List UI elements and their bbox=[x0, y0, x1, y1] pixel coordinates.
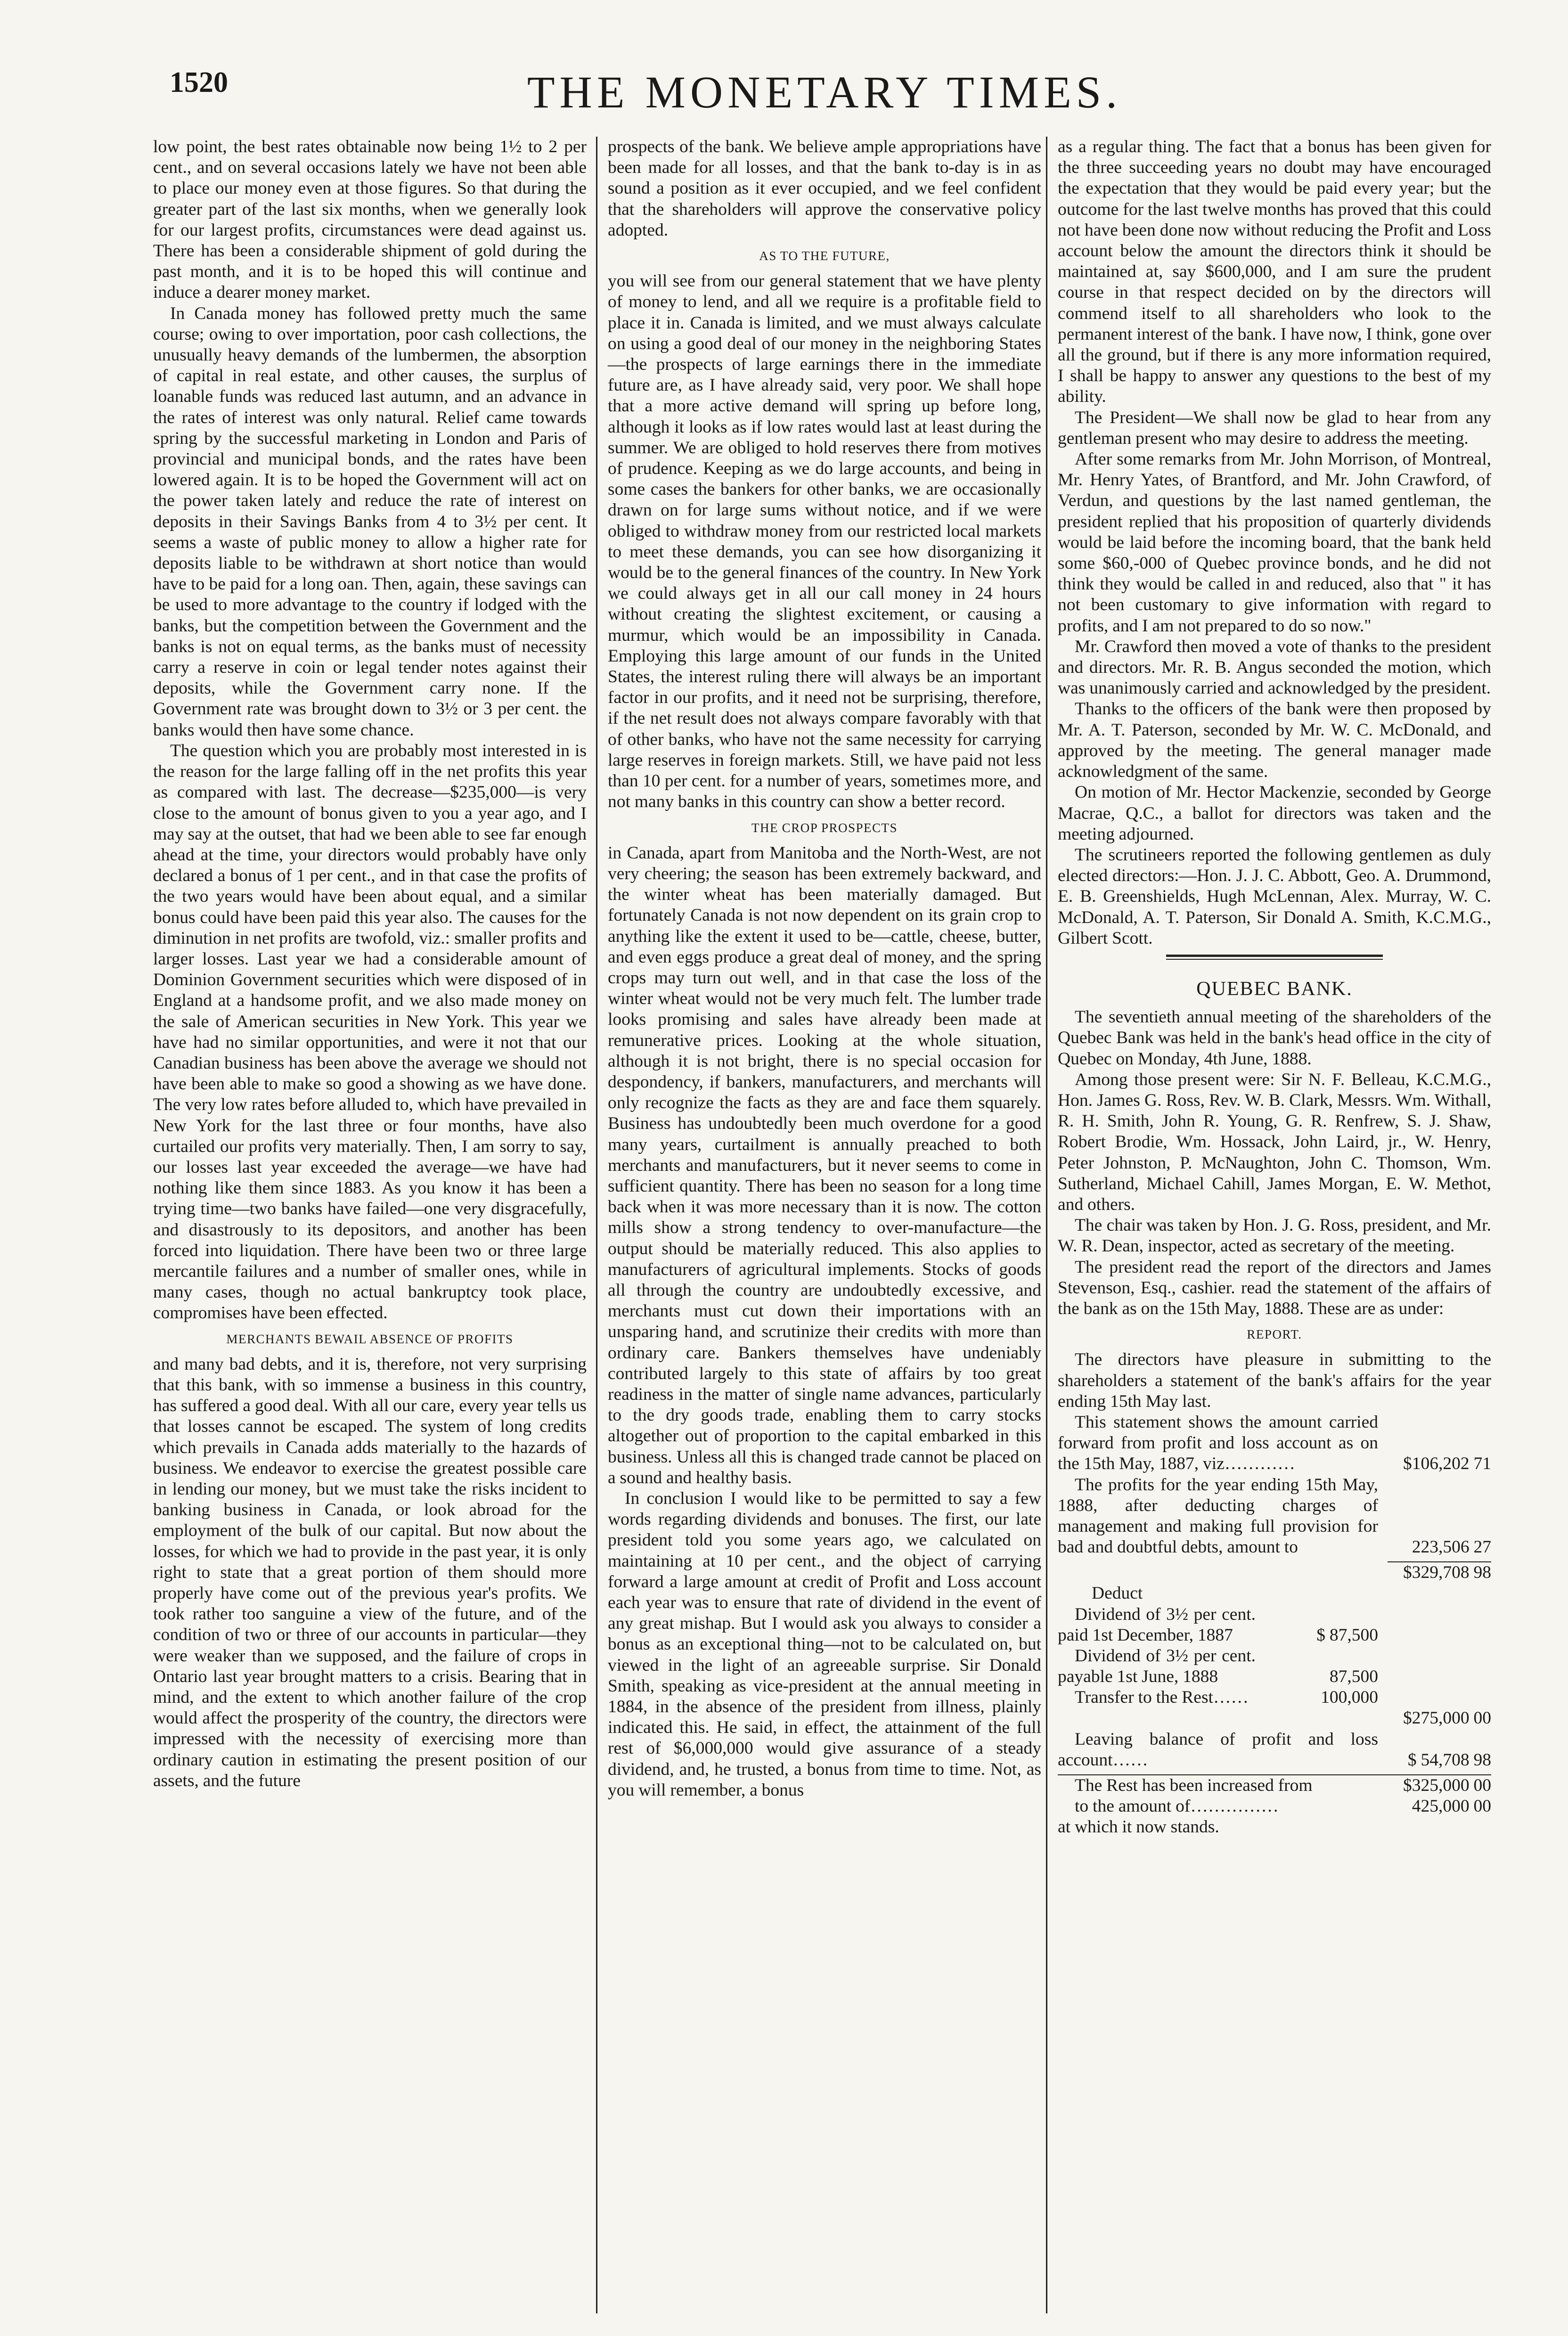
statement-line: Transfer to the Rest…… 100,000 bbox=[1058, 1687, 1491, 1708]
statement-amount: 100,000 bbox=[1321, 1688, 1378, 1707]
statement-label: to the amount of bbox=[1075, 1797, 1191, 1816]
paragraph: as a regular thing. The fact that a bonus has been given for the three succeeding years no doubt may have encouraged the expectation that they would be paid every year; but the outcome for the last twelve months has proved that this could not have been done now without reducing the Profit and Loss account below the amount the directors think it should be maintained at, say $600,000, and I am sure the prudent course in that respect decided on by the directors will commend itself to all shareholders who look to the permanent interest of the bank. I have now, I think, gone over all the ground, but if there is any more information required, I shall be happy to answer any questions to the best of my ability. bbox=[1058, 137, 1491, 407]
paragraph: The chair was taken by Hon. J. G. Ross, president, and Mr. W. R. Dean, inspector, acted as secretary of the meeting. bbox=[1058, 1216, 1491, 1256]
column-2 bbox=[608, 137, 1041, 1801]
paragraph: After some remarks from Mr. John Morrison, of Montreal, Mr. Henry Yates, of Brantford, and Mr. John Crawford, of Verdun, and questions by the last named gentleman, the president replied that his proposition of quarterly dividends would be laid before the incoming board, that the bank held some $60,-000 of Quebec province bonds, and he did not think they would be called in and reduced, also that " it has not been customary to give information with regard to profits, and I am not prepared to do so now." bbox=[1058, 449, 1491, 636]
paragraph: The scrutineers reported the following gentlemen as duly elected directors:—Hon. J. J. C. Abbott, Geo. A. Drummond, E. B. Greenshields, Hugh McLennan, Alex. Murray, W. C. McDonald, A. T. Paterson, Sir Donald A. Smith, K.C.M.G., Gilbert Scott. bbox=[1058, 845, 1491, 948]
column-3 bbox=[1058, 137, 1491, 1838]
statement-line bbox=[1058, 1604, 1491, 1646]
paragraph: The directors have pleasure in submitting to the shareholders a statement of the bank's affairs for the year ending 15th May last. bbox=[1058, 1350, 1491, 1411]
statement-amount: $ 54,708 98 bbox=[1407, 1750, 1491, 1770]
statement-amount: 223,506 27 bbox=[1412, 1537, 1491, 1557]
statement-total: $275,000 00 bbox=[1403, 1708, 1491, 1728]
paragraph: The president read the report of the directors and James Stevenson, Esq., cashier. read the statement of the affairs of the bank as on the 15th May, 1888. These are as under: bbox=[1058, 1257, 1491, 1318]
subheading: AS TO THE FUTURE, bbox=[759, 249, 890, 263]
statement-label: The profits for the year ending 15th May, 1888, after deducting charges of management and making full provision for bad and doubtful debts, amount to bbox=[1058, 1475, 1378, 1557]
statement-label: Dividend of 3½ per cent. payable 1st June, 1888 bbox=[1058, 1646, 1256, 1687]
paragraph: In Canada money has followed pretty much the same course; owing to over importation, poor cash collections, the unusually heavy demands of the lumbermen, the absorption of capital in real estate, and other causes, the surplus of loanable funds was reduced last autumn, and an advance in the rates of interest was only natural. Relief came towards spring by the successful marketing in London and Paris of provincial and municipal bonds, and the rates have been lowered again. It is to be hoped the Government will act on the power taken lately and reduce the rate of interest on deposits in their Savings Banks from 4 to 3½ per cent. It seems a waste of public money to allow a higher rate for deposits liable to be withdrawn at short notice than would have to be paid for a long oan. Then, again, these savings can be used to more advantage to the country if lodged with the banks, but the competition between the Government and the banks is not on equal terms, as the banks must of necessity carry a reserve in coin or legal tender notes against their deposits, while the Government carry none. If the Government rate was brought down to 3½ or 3 per cent. the banks would then have some chance. bbox=[153, 303, 587, 740]
statement-label: The Rest has been increased from bbox=[1075, 1776, 1313, 1796]
section-divider bbox=[1166, 955, 1383, 960]
statement-line bbox=[1058, 1775, 1491, 1796]
subheading: THE CROP PROSPECTS bbox=[751, 820, 898, 835]
statement-label: Transfer to the Rest bbox=[1075, 1688, 1213, 1707]
statement-label: Deduct bbox=[1092, 1584, 1143, 1603]
column-rule-1 bbox=[596, 137, 597, 2313]
page-header bbox=[141, 47, 1508, 118]
section-title: QUEBEC BANK. bbox=[1196, 978, 1353, 1000]
paragraph: and many bad debts, and it is, therefore, not very surprising that this bank, with so immense a business in this country, has suffered a good deal. With all our care, every year tells us that losses cannot be escaped. The system of long credits which prevails in Canada adds materially to the hazards of business. We endeavor to exercise the greatest possible care in lending our money, but we must take the risks incident to banking business in Canada, or look abroad for the employment of the bulk of our capital. But now about the losses, for which we had to provide in the past year, it is only right to state that a great portion of them should more properly have come out of the previous year's profits. We took rather too sanguine a view of the future, and of the condition of two or three of our accounts in particular—they were weaker than we supposed, and the failure of crops in Ontario last year brought matters to a crisis. Bearing that in mind, and the extent to which another failure of the crop would affect the prosperity of the country, the directors were impressed with the necessity of exercising more than ordinary caution in estimating the present position of our assets, and the future bbox=[153, 1354, 587, 1790]
statement-total: $329,708 98 bbox=[1403, 1563, 1491, 1583]
paragraph: In conclusion I would like to be permitted to say a few words regarding dividends and bonuses. The first, our late president told you some years ago, we calculated on maintaining at 10 per cent., and the object of carrying forward a large amount at credit of Profit and Loss account each year was to ensure that rate of dividend in the event of any great mishap. But I would ask you always to consider a bonus as an exceptional thing—not to be calculated on, but viewed in the light of an agreeable surprise. Sir Donald Smith, speaking as vice-president at the annual meeting in 1884, in the absence of the president from illness, plainly indicated this. He said, in effect, the attainment of the full rest of $6,000,000 would give assurance of a steady dividend, and, he trusted, a bonus from time to time. Not, as you will remember, a bonus bbox=[608, 1489, 1041, 1800]
statement-line bbox=[1058, 1646, 1491, 1687]
statement-line: at which it now stands. bbox=[1058, 1817, 1219, 1837]
statement-line bbox=[1058, 1708, 1491, 1729]
report-heading: REPORT. bbox=[1247, 1327, 1302, 1342]
page-number: 1520 bbox=[170, 66, 228, 98]
statement-line bbox=[1058, 1583, 1491, 1604]
paragraph: Among those present were: Sir N. F. Belleau, K.C.M.G., Hon. James G. Ross, Rev. W. B. Clark, Messrs. Wm. Withall, R. H. Smith, John R. Young, G. R. Renfrew, S. J. Shaw, Robert Brodie, Wm. Hossack, John Laird, jr., W. Henry, Peter Johnston, P. McNaughton, John C. Thomson, Wm. Sutherland, Michael Cahill, James Morgan, E. W. Methot, and others. bbox=[1058, 1070, 1491, 1214]
statement-line bbox=[1058, 1562, 1491, 1583]
statement-amount: 87,500 bbox=[1329, 1667, 1378, 1687]
masthead-title: THE MONETARY TIMES. bbox=[527, 67, 1122, 117]
paragraph: Mr. Crawford then moved a vote of thanks to the president and directors. Mr. R. B. Angus seconded the motion, which was unanimously carried and acknowledged by the president. bbox=[1058, 637, 1491, 698]
paragraph: The President—We shall now be glad to hear from any gentleman present who may desire to address the meeting. bbox=[1058, 408, 1491, 448]
paragraph: prospects of the bank. We believe ample appropriations have been made for all losses, and that the bank to-day is in as sound a position as it ever occupied, and we feel confident that the shareholders will approve the conservative policy adopted. bbox=[608, 137, 1041, 240]
statement-line: to the amount of…………… 425,000 00 bbox=[1058, 1796, 1491, 1817]
statement-label: Leaving balance of profit and loss account bbox=[1058, 1729, 1378, 1770]
statement-amount: $ 87,500 bbox=[1316, 1625, 1378, 1645]
statement-label: This statement shows the amount carried forward from profit and loss account as on the 15th May, 1887, viz bbox=[1058, 1412, 1378, 1474]
paragraph: The question which you are probably most interested in is the reason for the large falling off in the net profits this year as compared with last. The decrease—$235,000—is very close to the amount of bonus given to you a year ago, and I may say at the outset, that had we been able to see far enough ahead at the time, your directors would probably have only declared a bonus of 1 per cent., and in that case the profits of the two years would have been about equal, and a similar bonus could have been paid this year also. The causes for the diminution in net profits are twofold, viz.: smaller profits and larger losses. Last year we had a considerable amount of Dominion Government securities which were disposed of in England at a handsome profit, and we also made money on the sale of American securities in New York. This year we have had no similar opportunities, and were it not that our Canadian business has been above the average we should not have been able to make so good a showing as we have done. The very low rates before alluded to, which have prevailed in New York for the last three or four months, have also curtailed our profits very materially. Then, I am sorry to say, our losses last year exceeded the average—we have had nothing like them since 1883. As you know it has been a trying time—two banks have failed—one very disgracefully, and disastrously to its depositors, and another has been forced into liquidation. There have been two or three large mercantile failures and a number of smaller ones, while in many cases, though no actual bankruptcy took place, compromises have been effected. bbox=[153, 741, 587, 1323]
paragraph: The seventieth annual meeting of the shareholders of the Quebec Bank was held in the bank's head office in the city of Quebec on Monday, 4th June, 1888. bbox=[1058, 1007, 1491, 1069]
column-rule-2 bbox=[1046, 137, 1047, 2313]
statement-label: Dividend of 3½ per cent. paid 1st December, 1887 bbox=[1058, 1604, 1256, 1645]
paragraph: Thanks to the officers of the bank were then proposed by Mr. A. T. Paterson, seconded by Mr. W. C. McDonald, and approved by the meeting. The general manager made acknowledgment of the same. bbox=[1058, 699, 1491, 782]
statement-amount: $106,202 71 bbox=[1403, 1454, 1491, 1474]
paragraph: in Canada, apart from Manitoba and the North-West, are not very cheering; the season has been extremely backward, and the winter wheat has been materially damaged. But fortunately Canada is not now dependent on its grain crop to anything like the extent it used to be—cattle, cheese, butter, and even eggs produce a great deal of money, and the spring crops may turn out well, and in that case the loss of the winter wheat would not be very much felt. The lumber trade looks promising and sales have already been made at remunerative prices. Looking at the whole situation, although it is not bright, there is no special occasion for despondency, if bankers, manufacturers, and merchants will only recognize the facts as they are and face them squarely. Business has undoubtedly been much overdone for a good many years, curtailment is annually preached to both merchants and manufacturers, but it never seems to come in sufficient quantity. There has been no season for a long time back when it was more necessary than it is now. The cotton mills show a strong tendency to over-manufacture—the output should be materially reduced. This also applies to manufacturers of agricultural implements. Stocks of goods all through the country are undoubtedly excessive, and merchants must cut down their importations with an unsparing hand, and scrutinize their credits with more than ordinary care. Bankers themselves have undeniably contributed largely to this state of affairs by too great readiness in the matter of single name advances, particularly to the dry goods trade, enabling them to carry stocks altogether out of proportion to the capital embarked in this business. Unless all this is changed trade cannot be placed on a sound and healthy basis. bbox=[608, 843, 1041, 1487]
paragraph: you will see from our general statement that we have plenty of money to lend, and all we require is a profitable field to place it in. Canada is limited, and we must always calculate on using a good deal of our money in the neighboring States—the prospects of large earnings there in the immediate future are, as I have already said, very poor. We shall hope that a more active demand will spring up before long, although it looks as if low rates would last at least during the summer. We are obliged to hold reserves there from motives of prudence. Keeping as we do large accounts, and being in some cases the bankers for other banks, we are occasionally drawn on for large sums without notice, and if we were obliged to withdraw money from our restricted local markets to meet these demands, you can see how disorganizing it would be to the general finances of the country. In New York we could always get in all our call money in 24 hours without creating the slightest excitement, or causing a murmur, which would be an impossibility in Canada. Employing this large amount of our funds in the United States, the interest ruling there will always be an important factor in our profits, and it need not be surprising, therefore, if the net result does not always compare favorably with that of other banks, who have not the same necessity for carrying large reserves in foreign markets. Still, we have paid not less than 10 per cent. for a number of years, sometimes more, and not many banks in this country can show a better record. bbox=[608, 271, 1041, 812]
subheading: MERCHANTS BEWAIL ABSENCE OF PROFITS bbox=[226, 1331, 514, 1346]
statement-line: This statement shows the amount carried forward from profit and loss account as on the 15th May, 1887, viz………… $106,202 71 bbox=[1058, 1412, 1491, 1475]
statement-amount: $325,000 00 bbox=[1403, 1776, 1491, 1796]
paragraph: low point, the best rates obtainable now being 1½ to 2 per cent., and on several occasions lately we have not been able to place our money even at those figures. So that during the greater part of the last six months, when we generally look for our largest profits, circumstances were dead against us. There has been a considerable shipment of gold during the past month, and it is to be hoped this will continue and induce a dearer money market. bbox=[153, 137, 587, 302]
paragraph: On motion of Mr. Hector Mackenzie, seconded by George Macrae, Q.C., a ballot for directors was taken and the meeting adjourned. bbox=[1058, 783, 1491, 844]
column-1 bbox=[153, 137, 587, 1791]
statement-line: Leaving balance of profit and loss account…… $ 54,708 98 bbox=[1058, 1729, 1491, 1771]
statement-line bbox=[1058, 1475, 1491, 1558]
statement-amount: 425,000 00 bbox=[1412, 1797, 1491, 1816]
